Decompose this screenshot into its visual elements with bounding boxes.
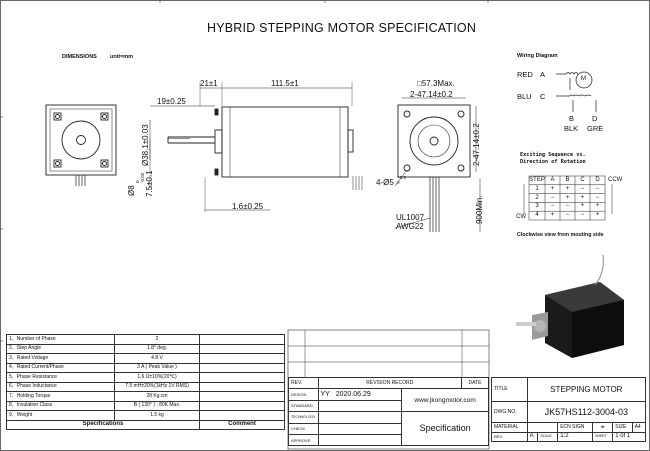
spec-row	[7, 363, 285, 373]
check-label: CHECK	[289, 423, 319, 434]
spec-comment	[200, 354, 285, 364]
sequence-cell: +	[565, 185, 570, 192]
sheet-value: 1 of 1	[613, 432, 646, 442]
dim-47-14-b: 2-47.14±0.2	[472, 123, 481, 166]
technology-label: TECHNOLOGY	[289, 412, 319, 423]
spec-row	[7, 335, 285, 345]
projection-icon: ⌖	[593, 423, 613, 433]
unit-label: unit=mm	[110, 54, 134, 60]
sequence-cell: +	[595, 212, 600, 219]
dwg-value: JK57HS112-3004-03	[527, 402, 645, 423]
spec-number: 7、	[9, 392, 17, 399]
design-by: YY	[320, 391, 330, 399]
sequence-cell: −	[580, 185, 585, 192]
dim-38: Ø38.1±0.03	[141, 124, 150, 166]
spec-row	[7, 411, 285, 421]
sequence-cell: −	[550, 194, 555, 201]
spec-footer-specifications: Specifications	[7, 420, 200, 430]
ccw-label: CCW	[608, 177, 623, 183]
wire-red: RED	[517, 70, 533, 79]
sequence-header: C	[580, 177, 585, 183]
spec-footer-comment: Comment	[200, 420, 285, 430]
dim-19: 19±0.25	[157, 97, 186, 106]
spec-name: Phase Inductance	[16, 383, 57, 390]
spec-value: 4.8 V	[115, 354, 200, 364]
cw-label: CW	[516, 214, 526, 220]
spec-name: Step Angle	[16, 345, 41, 352]
spec-row	[7, 392, 285, 402]
sequence-header: A	[550, 177, 555, 183]
sequence-cell: +	[595, 203, 600, 210]
approve-label: APPROVE	[289, 434, 319, 445]
wiring-title: Wiring Diagram	[517, 53, 558, 59]
spec-value: 7.5 mH±20%(1kHz 1V RMS)	[115, 382, 200, 392]
dim-4-5-tol: +0.3 0	[397, 175, 406, 185]
sequence-cell: +	[580, 203, 585, 210]
spec-number: 1、	[9, 335, 17, 342]
sequence-cell: −	[595, 194, 600, 201]
dim-47-14-a: 2-47.14±0.2	[410, 90, 453, 99]
sequence-cell: +	[550, 212, 555, 219]
dim-8: Ø8	[127, 185, 136, 196]
sequence-cell: −	[580, 212, 585, 219]
sheet-label: SHEET	[593, 432, 613, 442]
rev-value: A	[527, 432, 538, 442]
spec-value: 1.6 Ω±10%(20℃)	[115, 373, 200, 383]
scale-label: SCALE	[538, 432, 558, 442]
sequence-cell: +	[550, 185, 555, 192]
spec-name: Weight	[16, 411, 33, 418]
motor-m: M	[581, 76, 586, 82]
motor-image	[516, 255, 624, 358]
spec-table	[6, 334, 285, 430]
dim-4-5: 4-Ø5	[376, 178, 394, 187]
sequence-title-1: Exciting Sequence vs.	[520, 152, 586, 158]
design-date: 2020.06.29	[335, 391, 371, 399]
title-value: STEPPING MOTOR	[527, 378, 645, 402]
spec-comment	[200, 335, 285, 345]
spec-name: Number of Phase	[16, 335, 56, 342]
rear-view	[395, 98, 480, 232]
material-label: MATERIAL	[492, 423, 528, 433]
spec-label: Specification	[402, 412, 489, 446]
spec-name: Holding Torque	[16, 392, 51, 399]
sequence-cell: −	[565, 203, 570, 210]
sequence-cell: 2	[535, 194, 539, 201]
title-label: TITLE	[492, 378, 528, 402]
dwg-label: DWG.NO.	[492, 402, 528, 423]
dim-7-5: 7.5±0.1	[145, 170, 154, 197]
wire-awg: AWG22	[396, 222, 424, 231]
sequence-cell: −	[565, 212, 570, 219]
wire-c: C	[540, 92, 546, 101]
spec-number: 4、	[9, 364, 17, 371]
dim-57-3: □57.3Max.	[417, 79, 455, 88]
spec-value: 1.5 kg	[115, 411, 200, 421]
revision-table	[288, 377, 489, 446]
wire-ul: UL1007	[396, 213, 425, 222]
wire-a: A	[540, 70, 546, 79]
dim-900: 900Min.	[475, 195, 484, 224]
spec-row	[7, 354, 285, 364]
spec-value: 1.8° deg.	[115, 344, 200, 354]
spec-comment	[200, 411, 285, 421]
ecn-label: ECN SIGN	[558, 423, 593, 433]
spec-value: 28 Kg.cm	[115, 392, 200, 402]
revision-record: REVISION RECORD	[318, 378, 461, 389]
spec-name: Rated Current/Phase	[16, 364, 64, 371]
spec-comment	[200, 373, 285, 383]
dim-1-6: 1.6±0.25	[232, 202, 264, 211]
sequence-header: STEP	[529, 177, 545, 183]
spec-comment	[200, 382, 285, 392]
spec-comment	[200, 363, 285, 373]
sequence-cell: −	[550, 203, 555, 210]
wiring-diagram	[556, 72, 596, 112]
design-label: DESIGN	[289, 389, 319, 400]
spec-row	[7, 382, 285, 392]
spec-comment	[200, 392, 285, 402]
spec-comment	[200, 344, 285, 354]
rev-label-2: REV.	[492, 432, 528, 442]
spec-name: Rated Voltage	[16, 354, 49, 361]
sequence-cell: 3	[535, 203, 539, 210]
spec-number: 9、	[9, 411, 17, 418]
sequence-title-2: Direction of Rotation	[520, 159, 586, 165]
title-block	[491, 377, 646, 442]
wire-b: B	[569, 114, 575, 123]
spec-row	[7, 401, 285, 411]
spec-number: 8、	[9, 402, 17, 409]
scale-value: 1:2	[558, 432, 593, 442]
spec-value: 3 A ( Peak Value )	[115, 363, 200, 373]
spec-row	[7, 344, 285, 354]
website: www.jkongmotor.com	[402, 389, 489, 412]
spec-number: 5、	[9, 373, 17, 380]
sequence-cell: 4	[535, 212, 539, 219]
spec-comment	[200, 401, 285, 411]
date-label: DATE	[462, 378, 489, 389]
spec-number: 3、	[9, 354, 17, 361]
rev-label: REV.	[289, 378, 319, 389]
spec-row	[7, 373, 285, 383]
standard-label: STANDARD	[289, 400, 319, 411]
page-title: HYBRID STEPPING MOTOR SPECIFICATION	[207, 21, 477, 35]
sequence-header: B	[565, 177, 570, 183]
spec-value: 2	[115, 335, 200, 345]
wire-d: D	[592, 114, 598, 123]
dim-8-tol: 0 -0.02	[135, 172, 145, 183]
spec-number: 6、	[9, 383, 17, 390]
front-view	[46, 105, 116, 186]
sequence-cell: 1	[535, 185, 539, 192]
spec-number: 2、	[9, 345, 17, 352]
spec-name: Phase Resistance	[16, 373, 58, 380]
dim-21: 21±1	[200, 79, 218, 88]
sequence-cell: +	[565, 194, 570, 201]
wire-blu: BLU	[517, 92, 532, 101]
sequence-note: Clockwise view from mouting side	[517, 232, 604, 238]
wire-blk: BLK	[564, 124, 579, 133]
size-value: A4	[632, 423, 645, 433]
sequence-header: D	[595, 177, 600, 183]
wire-gre: GRE	[587, 124, 604, 133]
sequence-cell: +	[580, 194, 585, 201]
size-label: SIZE	[613, 423, 632, 433]
dimensions-label: DIMENSIONS	[62, 54, 97, 60]
spec-name: Insulation Class	[16, 402, 53, 409]
spec-value: B ( 130° ) ; 80K Max.	[115, 401, 200, 411]
dim-111-5: 111.5±1	[271, 79, 299, 88]
sequence-cell: −	[595, 185, 600, 192]
